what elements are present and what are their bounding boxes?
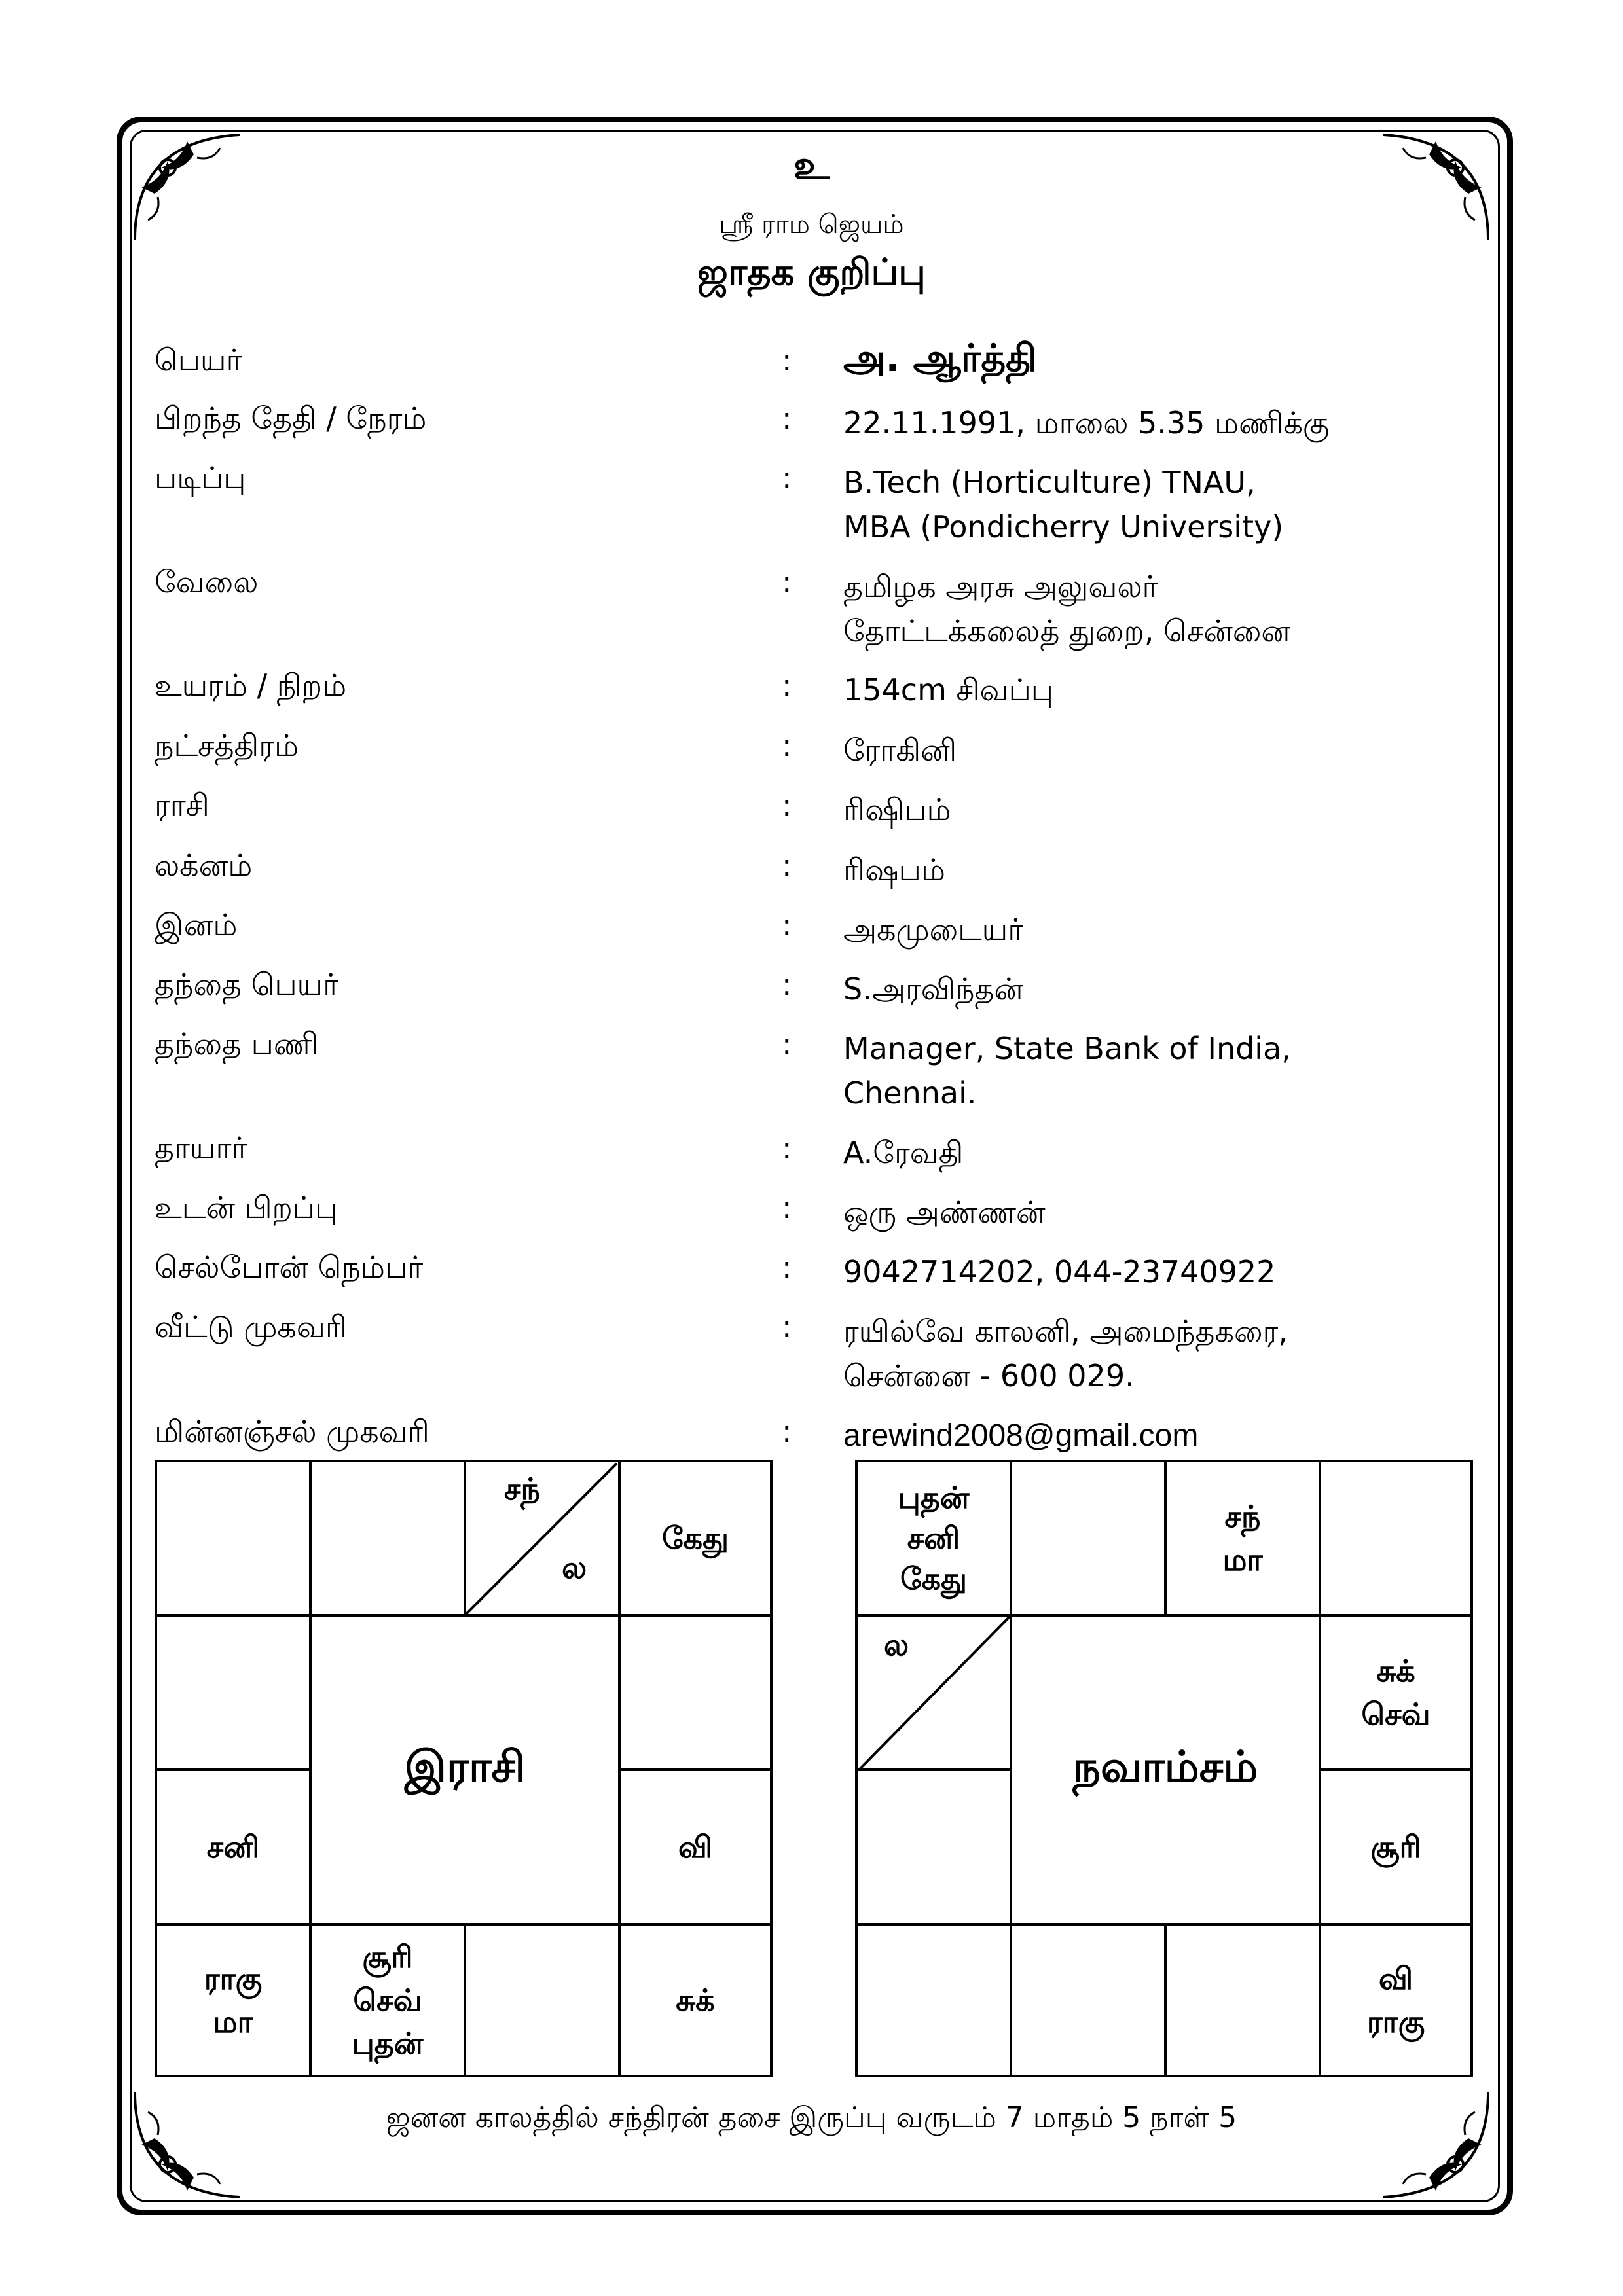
detail-label: உயரம் / நிறம் [155,668,347,703]
rasi-chart [155,1460,773,2077]
detail-label: வீட்டு முகவரி [155,1309,347,1344]
grid-line [1164,1923,1167,2075]
detail-label: நட்சத்திரம் [155,728,299,763]
dasa-balance-footer: ஜனன காலத்தில் சந்திரன் தசை இருப்பு வருடம் 7 மாதம் 5 நாள் 5 [386,2101,1237,2134]
detail-colon: : [782,848,792,883]
rasi-cell: சூரி செவ் புதன் [352,1939,424,2061]
detail-label: வேலை [155,564,259,600]
detail-colon: : [782,1414,792,1449]
email-link[interactable]: arewind2008@gmail.com [843,1418,1199,1453]
om-symbol: உ [793,143,830,188]
rasi-cell: சுக் [676,1982,715,2018]
detail-value: ரிஷபம் [843,852,945,888]
detail-value: 22.11.1991, மாலை 5.35 மணிக்கு [843,405,1330,440]
navamsa-cell: சந் மா [1222,1499,1263,1577]
detail-value: A.ரேவதி [843,1135,964,1170]
detail-value: தமிழக அரசு அலுவலர் [843,569,1158,604]
detail-colon: : [782,564,792,600]
rasi-split-top: சந் [504,1471,540,1507]
detail-label: உடன் பிறப்பு [155,1190,338,1225]
detail-value: ரிஷிபம் [843,792,951,827]
detail-label: லக்னம் [155,848,253,883]
navamsa-cell: சூரி [1370,1829,1421,1865]
detail-value: 154cm சிவப்பு [843,672,1054,708]
navamsa-cell: புதன் சனி கேது [898,1480,970,1596]
detail-label: இனம் [155,907,238,942]
detail-label: தந்தை பெயர் [155,967,339,1002]
detail-colon: : [782,1190,792,1225]
detail-label: செல்போன் நெம்பர் [155,1249,424,1285]
rasi-center-label: இராசி [404,1742,526,1792]
detail-colon: : [782,460,792,495]
detail-colon: : [782,1026,792,1062]
blessing-line: ஸ்ரீ ராம ஜெயம் [719,209,904,240]
detail-label: பிறந்த தேதி / நேரம் [155,401,427,436]
detail-colon: : [782,668,792,703]
detail-colon: : [782,967,792,1002]
detail-colon: : [782,907,792,942]
detail-label: மின்னஞ்சல் முகவரி [155,1414,429,1449]
rasi-split-bottom: ல [562,1550,587,1585]
detail-colon: : [782,787,792,823]
rasi-cell: வி [678,1829,713,1865]
grid-line [464,1923,466,2075]
navamsa-cell: சுக் செவ் [1361,1653,1431,1732]
detail-value: MBA (Pondicherry University) [843,509,1284,545]
detail-label: படிப்பு [155,460,246,495]
rasi-cell: சனி [206,1829,260,1865]
detail-label: தாயார் [155,1130,247,1166]
detail-value: ரயில்வே காலனி, அமைந்தகரை, [843,1314,1288,1349]
detail-value: சென்னை - 600 029. [843,1358,1135,1393]
detail-colon: : [782,1249,792,1285]
detail-value: Chennai. [843,1075,977,1111]
page-title: ஜாதக குறிப்பு [697,251,926,294]
detail-value: ரோகினி [843,732,957,768]
rasi-cell: ராகு மா [204,1961,263,2039]
detail-colon: : [782,728,792,763]
detail-value: ஒரு அண்ணன் [843,1194,1046,1230]
navamsa-cell: வி ராகு [1366,1961,1425,2039]
split-cell-diagonal [858,1614,1012,1771]
navamsa-chart [855,1460,1473,2077]
detail-colon: : [782,1309,792,1344]
detail-value: Manager, State Bank of India, [843,1031,1291,1066]
detail-label: ராசி [155,787,210,823]
detail-label: தந்தை பணி [155,1026,319,1062]
detail-value: அ. ஆர்த்தி [843,336,1037,380]
navamsa-split-top: ல [884,1627,909,1662]
detail-value: 9042714202, 044-23740922 [843,1254,1276,1289]
navamsa-center-label: நவாம்சம் [1072,1742,1258,1792]
detail-value: B.Tech (Horticulture) TNAU, [843,465,1256,500]
detail-value: S.அரவிந்தன் [843,971,1024,1007]
detail-colon: : [782,401,792,436]
detail-label: பெயர் [155,342,242,378]
detail-colon: : [782,342,792,378]
detail-colon: : [782,1130,792,1166]
split-cell-diagonal [464,1462,618,1617]
detail-value: அகமுடையர் [843,912,1024,947]
rasi-cell: கேது [662,1520,729,1556]
detail-value: தோட்டக்கலைத் துறை, சென்னை [843,613,1291,649]
